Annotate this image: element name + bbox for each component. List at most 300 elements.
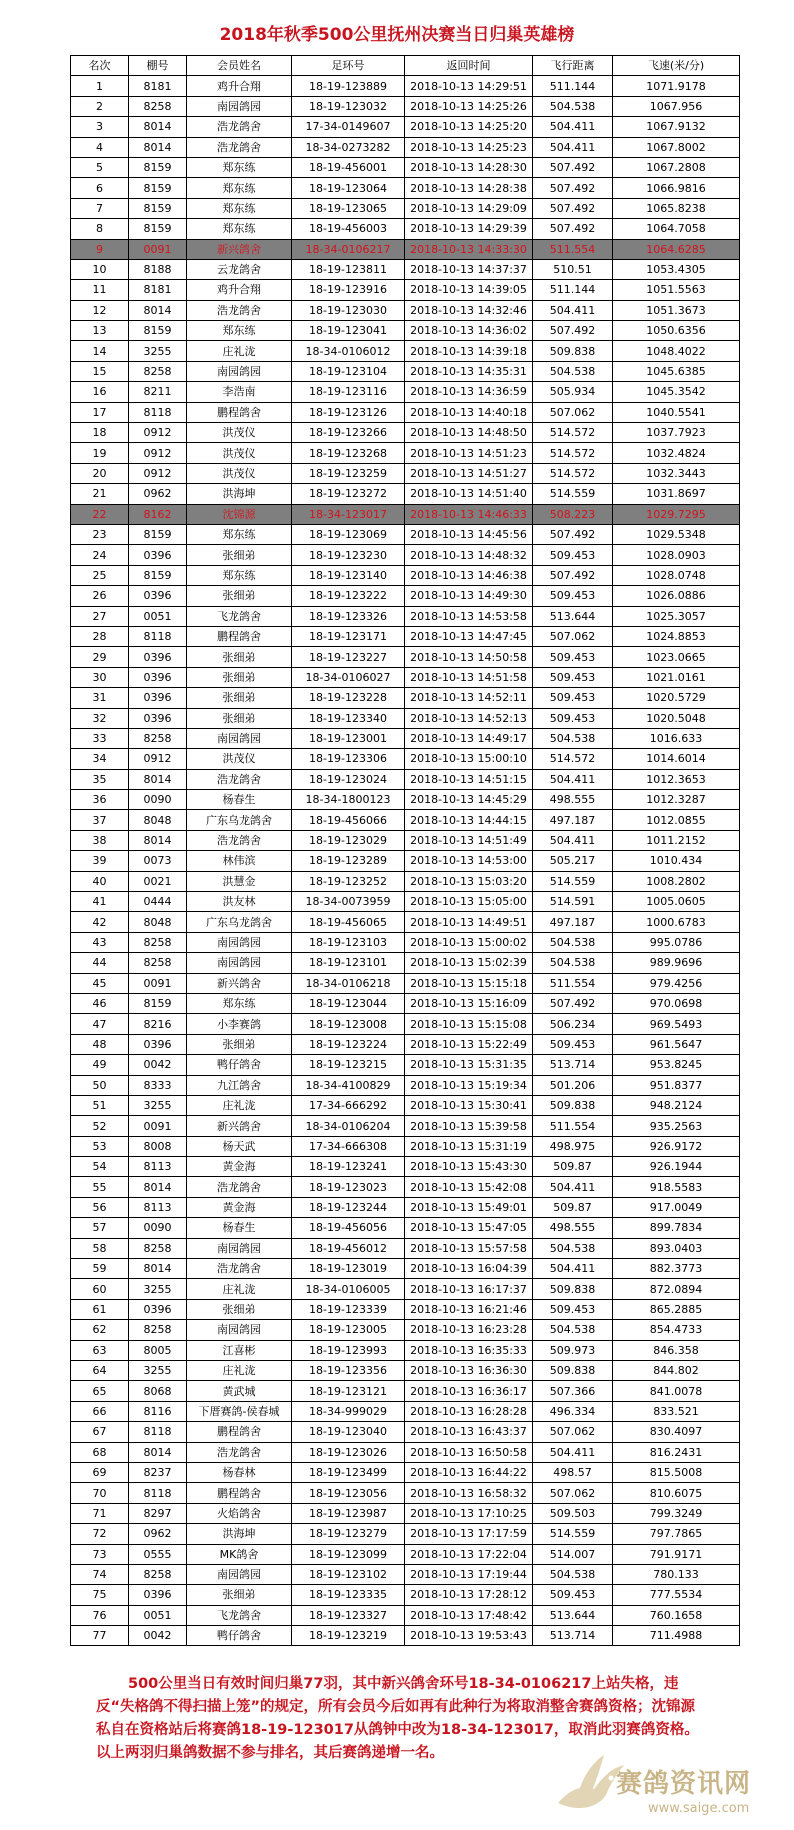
cell-return-time: 2018-10-13 17:28:12 <box>405 1585 533 1605</box>
table-row <box>71 1218 740 1238</box>
cell-speed: 797.7865 <box>613 1524 740 1544</box>
cell-rank: 15 <box>71 361 129 381</box>
cell-speed: 830.4097 <box>613 1422 740 1442</box>
cell-loft: 8333 <box>129 1075 187 1095</box>
cell-loft: 8159 <box>129 524 187 544</box>
cell-member: 鸭仔鸽舍 <box>187 1055 292 1075</box>
cell-rank: 10 <box>71 259 129 279</box>
cell-member: 浩龙鸽舍 <box>187 1442 292 1462</box>
cell-speed: 953.8245 <box>613 1055 740 1075</box>
cell-speed: 1023.0665 <box>613 647 740 667</box>
cell-rank: 72 <box>71 1524 129 1544</box>
cell-rank: 3 <box>71 117 129 137</box>
cell-ring: 18-19-123268 <box>292 443 405 463</box>
cell-member: 浩龙鸽舍 <box>187 769 292 789</box>
table-row <box>71 932 740 952</box>
table-row <box>71 1177 740 1197</box>
table-row <box>71 1544 740 1564</box>
cell-distance: 511.554 <box>533 239 613 259</box>
cell-return-time: 2018-10-13 14:25:20 <box>405 117 533 137</box>
cell-ring: 18-19-123215 <box>292 1055 405 1075</box>
cell-speed: 810.6075 <box>613 1483 740 1503</box>
cell-member: 张细弟 <box>187 647 292 667</box>
cell-return-time: 2018-10-13 17:48:42 <box>405 1605 533 1625</box>
footnote: 500公里当日有效时间归巢77羽，其中新兴鸽舍环号18-34-0106217上站失格，违反“失格鸽不得扫描上笼”的规定，所有会员今后如再有此种行为将取消整舍赛鸽资格；沈锦源私自在资格站后将赛鸽18-19-123017从鸽钟中改为18-34-123017，取消此羽赛鸽资格。以上两羽归巢鸽数据不参与排名，其后赛鸽递增一名。 <box>96 1676 699 1761</box>
cell-rank: 64 <box>71 1361 129 1381</box>
cell-member: 下厝赛鸽-侯春城 <box>187 1401 292 1421</box>
cell-speed: 1029.7295 <box>613 504 740 524</box>
cell-return-time: 2018-10-13 14:49:51 <box>405 912 533 932</box>
cell-ring: 18-19-123040 <box>292 1422 405 1442</box>
cell-distance: 509.453 <box>533 586 613 606</box>
watermark-url: www.saige.com <box>648 1801 750 1816</box>
table-row <box>71 423 740 443</box>
cell-member: 张细弟 <box>187 1299 292 1319</box>
cell-speed: 1050.6356 <box>613 321 740 341</box>
cell-return-time: 2018-10-13 15:43:30 <box>405 1157 533 1177</box>
cell-speed: 1028.0903 <box>613 545 740 565</box>
cell-loft: 0396 <box>129 1299 187 1319</box>
cell-member: 江喜彬 <box>187 1340 292 1360</box>
cell-member: 洪友林 <box>187 892 292 912</box>
cell-member: 鸭仔鸽舍 <box>187 1626 292 1646</box>
cell-speed: 1045.3542 <box>613 382 740 402</box>
cell-loft: 0042 <box>129 1626 187 1646</box>
cell-ring: 18-19-456001 <box>292 157 405 177</box>
cell-member: 郑东练 <box>187 565 292 585</box>
cell-return-time: 2018-10-13 16:28:28 <box>405 1401 533 1421</box>
cell-speed: 926.9172 <box>613 1136 740 1156</box>
cell-rank: 69 <box>71 1462 129 1482</box>
cell-ring: 18-19-123289 <box>292 851 405 871</box>
cell-distance: 498.555 <box>533 1218 613 1238</box>
cell-ring: 18-19-123340 <box>292 708 405 728</box>
cell-return-time: 2018-10-13 14:37:37 <box>405 259 533 279</box>
cell-distance: 511.144 <box>533 76 613 96</box>
cell-ring: 18-34-0106217 <box>292 239 405 259</box>
cell-speed: 1005.0605 <box>613 892 740 912</box>
cell-rank: 62 <box>71 1320 129 1340</box>
cell-speed: 1012.0855 <box>613 810 740 830</box>
cell-ring: 18-34-0073959 <box>292 892 405 912</box>
cell-loft: 8258 <box>129 1564 187 1584</box>
cell-distance: 509.503 <box>533 1503 613 1523</box>
cell-rank: 6 <box>71 178 129 198</box>
cell-member: 鸡升合翔 <box>187 76 292 96</box>
cell-return-time: 2018-10-13 14:49:30 <box>405 586 533 606</box>
cell-loft: 8181 <box>129 76 187 96</box>
table-row <box>71 280 740 300</box>
cell-loft: 0396 <box>129 545 187 565</box>
cell-ring: 18-19-123126 <box>292 402 405 422</box>
cell-distance: 509.838 <box>533 341 613 361</box>
table-row <box>71 1197 740 1217</box>
table-row <box>71 851 740 871</box>
cell-rank: 56 <box>71 1197 129 1217</box>
cell-member: 洪茂仪 <box>187 443 292 463</box>
table-row <box>71 1279 740 1299</box>
cell-distance: 511.554 <box>533 1116 613 1136</box>
cell-return-time: 2018-10-13 17:17:59 <box>405 1524 533 1544</box>
cell-return-time: 2018-10-13 14:28:38 <box>405 178 533 198</box>
cell-rank: 71 <box>71 1503 129 1523</box>
cell-rank: 37 <box>71 810 129 830</box>
cell-rank: 57 <box>71 1218 129 1238</box>
cell-ring: 18-19-123023 <box>292 1177 405 1197</box>
cell-speed: 1011.2152 <box>613 830 740 850</box>
cell-rank: 68 <box>71 1442 129 1462</box>
cell-member: 鸡升合翔 <box>187 280 292 300</box>
cell-rank: 39 <box>71 851 129 871</box>
cell-loft: 0021 <box>129 871 187 891</box>
cell-return-time: 2018-10-13 15:22:49 <box>405 1034 533 1054</box>
table-row <box>71 1136 740 1156</box>
table-row <box>71 1075 740 1095</box>
cell-distance: 509.453 <box>533 647 613 667</box>
cell-member: 小李赛鸽 <box>187 1014 292 1034</box>
cell-ring: 18-19-123224 <box>292 1034 405 1054</box>
header-rank: 名次 <box>71 56 129 76</box>
cell-ring: 18-34-999029 <box>292 1401 405 1421</box>
cell-member: 郑东练 <box>187 524 292 544</box>
cell-loft: 8162 <box>129 504 187 524</box>
cell-rank: 27 <box>71 606 129 626</box>
cell-member: 新兴鸽舍 <box>187 973 292 993</box>
cell-ring: 18-19-123987 <box>292 1503 405 1523</box>
table-row <box>71 198 740 218</box>
cell-member: 洪茂仪 <box>187 423 292 443</box>
header-member: 会员姓名 <box>187 56 292 76</box>
cell-return-time: 2018-10-13 15:31:19 <box>405 1136 533 1156</box>
cell-speed: 777.5534 <box>613 1585 740 1605</box>
cell-rank: 38 <box>71 830 129 850</box>
table-row <box>71 1055 740 1075</box>
cell-return-time: 2018-10-13 14:51:23 <box>405 443 533 463</box>
header-return-time: 返回时间 <box>405 56 533 76</box>
cell-distance: 511.554 <box>533 973 613 993</box>
cell-return-time: 2018-10-13 15:05:00 <box>405 892 533 912</box>
cell-loft: 0091 <box>129 239 187 259</box>
cell-return-time: 2018-10-13 14:48:50 <box>405 423 533 443</box>
cell-return-time: 2018-10-13 15:19:34 <box>405 1075 533 1095</box>
cell-speed: 1045.6385 <box>613 361 740 381</box>
cell-return-time: 2018-10-13 14:25:26 <box>405 96 533 116</box>
cell-ring: 17-34-666292 <box>292 1095 405 1115</box>
cell-speed: 1048.4022 <box>613 341 740 361</box>
cell-return-time: 2018-10-13 14:28:30 <box>405 157 533 177</box>
table-row <box>71 586 740 606</box>
cell-distance: 504.538 <box>533 1564 613 1584</box>
cell-ring: 18-19-123102 <box>292 1564 405 1584</box>
cell-distance: 509.453 <box>533 688 613 708</box>
cell-speed: 1071.9178 <box>613 76 740 96</box>
cell-rank: 61 <box>71 1299 129 1319</box>
cell-member: 郑东练 <box>187 198 292 218</box>
cell-ring: 18-19-123069 <box>292 524 405 544</box>
cell-member: 南园鸽园 <box>187 1320 292 1340</box>
cell-rank: 22 <box>71 504 129 524</box>
cell-loft: 8258 <box>129 1238 187 1258</box>
cell-rank: 52 <box>71 1116 129 1136</box>
cell-speed: 1029.5348 <box>613 524 740 544</box>
cell-return-time: 2018-10-13 14:48:32 <box>405 545 533 565</box>
watermark <box>548 1745 788 1825</box>
cell-ring: 18-19-123916 <box>292 280 405 300</box>
cell-speed: 760.1658 <box>613 1605 740 1625</box>
cell-ring: 18-19-123005 <box>292 1320 405 1340</box>
page-title: 2018年秋季500公里抚州决赛当日归巢英雄榜 <box>219 25 575 45</box>
cell-rank: 58 <box>71 1238 129 1258</box>
cell-speed: 865.2885 <box>613 1299 740 1319</box>
table-row <box>71 728 740 748</box>
cell-return-time: 2018-10-13 15:02:39 <box>405 953 533 973</box>
cell-speed: 1066.9816 <box>613 178 740 198</box>
cell-distance: 505.217 <box>533 851 613 871</box>
cell-member: 新兴鸽舍 <box>187 239 292 259</box>
cell-member: 广东乌龙鸽舍 <box>187 912 292 932</box>
cell-speed: 1026.0886 <box>613 586 740 606</box>
cell-loft: 8159 <box>129 321 187 341</box>
cell-return-time: 2018-10-13 15:39:58 <box>405 1116 533 1136</box>
cell-ring: 18-19-123811 <box>292 259 405 279</box>
cell-distance: 513.644 <box>533 1605 613 1625</box>
cell-member: 黄武城 <box>187 1381 292 1401</box>
cell-member: 杨春林 <box>187 1462 292 1482</box>
cell-loft: 0051 <box>129 1605 187 1625</box>
cell-loft: 3255 <box>129 1361 187 1381</box>
table-row <box>71 96 740 116</box>
cell-return-time: 2018-10-13 16:17:37 <box>405 1279 533 1299</box>
cell-speed: 951.8377 <box>613 1075 740 1095</box>
cell-ring: 18-19-123030 <box>292 300 405 320</box>
cell-distance: 504.538 <box>533 728 613 748</box>
cell-loft: 8014 <box>129 137 187 157</box>
cell-speed: 893.0403 <box>613 1238 740 1258</box>
cell-distance: 511.144 <box>533 280 613 300</box>
cell-distance: 509.838 <box>533 1095 613 1115</box>
cell-member: 浩龙鸽舍 <box>187 1177 292 1197</box>
cell-distance: 514.007 <box>533 1544 613 1564</box>
cell-ring: 18-34-123017 <box>292 504 405 524</box>
table-row <box>71 1299 740 1319</box>
cell-distance: 514.572 <box>533 749 613 769</box>
cell-speed: 844.802 <box>613 1361 740 1381</box>
cell-return-time: 2018-10-13 15:03:20 <box>405 871 533 891</box>
cell-loft: 0912 <box>129 749 187 769</box>
cell-distance: 510.51 <box>533 259 613 279</box>
cell-speed: 1012.3287 <box>613 790 740 810</box>
cell-ring: 18-19-123244 <box>292 1197 405 1217</box>
cell-loft: 3255 <box>129 1095 187 1115</box>
cell-loft: 8258 <box>129 953 187 973</box>
cell-distance: 509.453 <box>533 708 613 728</box>
cell-member: 郑东练 <box>187 993 292 1013</box>
cell-distance: 508.223 <box>533 504 613 524</box>
cell-ring: 18-19-123306 <box>292 749 405 769</box>
cell-return-time: 2018-10-13 14:46:38 <box>405 565 533 585</box>
cell-distance: 514.572 <box>533 423 613 443</box>
cell-speed: 926.1944 <box>613 1157 740 1177</box>
cell-rank: 73 <box>71 1544 129 1564</box>
cell-return-time: 2018-10-13 16:04:39 <box>405 1259 533 1279</box>
table-row <box>71 1422 740 1442</box>
cell-member: 浩龙鸽舍 <box>187 830 292 850</box>
cell-return-time: 2018-10-13 16:44:22 <box>405 1462 533 1482</box>
cell-rank: 77 <box>71 1626 129 1646</box>
cell-speed: 1067.8002 <box>613 137 740 157</box>
cell-loft: 8258 <box>129 1320 187 1340</box>
cell-distance: 514.572 <box>533 443 613 463</box>
cell-rank: 66 <box>71 1401 129 1421</box>
table-row <box>71 484 740 504</box>
cell-return-time: 2018-10-13 14:36:59 <box>405 382 533 402</box>
cell-ring: 18-19-123121 <box>292 1381 405 1401</box>
cell-ring: 18-34-4100829 <box>292 1075 405 1095</box>
cell-ring: 18-19-123104 <box>292 361 405 381</box>
cell-rank: 46 <box>71 993 129 1013</box>
cell-loft: 8258 <box>129 361 187 381</box>
cell-speed: 1037.7923 <box>613 423 740 443</box>
table-row <box>71 117 740 137</box>
cell-member: 浩龙鸽舍 <box>187 300 292 320</box>
cell-rank: 31 <box>71 688 129 708</box>
cell-return-time: 2018-10-13 14:29:39 <box>405 219 533 239</box>
table-row <box>71 76 740 96</box>
cell-speed: 1067.9132 <box>613 117 740 137</box>
table-row <box>71 382 740 402</box>
table-row <box>71 1401 740 1421</box>
cell-member: 张细弟 <box>187 688 292 708</box>
cell-speed: 816.2431 <box>613 1442 740 1462</box>
cell-member: 洪茂仪 <box>187 749 292 769</box>
cell-ring: 18-19-123335 <box>292 1585 405 1605</box>
cell-speed: 1040.5541 <box>613 402 740 422</box>
cell-rank: 16 <box>71 382 129 402</box>
header-speed: 飞速(米/分) <box>613 56 740 76</box>
cell-speed: 1032.4824 <box>613 443 740 463</box>
table-row <box>71 545 740 565</box>
cell-loft: 8159 <box>129 219 187 239</box>
cell-rank: 23 <box>71 524 129 544</box>
cell-member: 鹏程鸽舍 <box>187 402 292 422</box>
cell-ring: 18-19-123241 <box>292 1157 405 1177</box>
table-row <box>71 790 740 810</box>
cell-ring: 18-19-456065 <box>292 912 405 932</box>
cell-member: 九江鸽舍 <box>187 1075 292 1095</box>
cell-rank: 18 <box>71 423 129 443</box>
cell-ring: 18-19-123008 <box>292 1014 405 1034</box>
cell-loft: 8258 <box>129 728 187 748</box>
cell-member: 广东乌龙鸽舍 <box>187 810 292 830</box>
cell-ring: 18-19-123116 <box>292 382 405 402</box>
cell-return-time: 2018-10-13 15:15:08 <box>405 1014 533 1034</box>
cell-distance: 507.062 <box>533 626 613 646</box>
cell-ring: 18-19-456056 <box>292 1218 405 1238</box>
cell-distance: 497.187 <box>533 912 613 932</box>
cell-return-time: 2018-10-13 14:45:56 <box>405 524 533 544</box>
table-row <box>71 1503 740 1523</box>
cell-ring: 17-34-666308 <box>292 1136 405 1156</box>
cell-rank: 59 <box>71 1259 129 1279</box>
cell-loft: 0962 <box>129 484 187 504</box>
cell-ring: 18-34-1800123 <box>292 790 405 810</box>
cell-loft: 0396 <box>129 688 187 708</box>
cell-ring: 18-34-0106005 <box>292 1279 405 1299</box>
cell-rank: 33 <box>71 728 129 748</box>
table-row <box>71 1585 740 1605</box>
cell-speed: 899.7834 <box>613 1218 740 1238</box>
cell-return-time: 2018-10-13 16:35:33 <box>405 1340 533 1360</box>
cell-distance: 498.975 <box>533 1136 613 1156</box>
cell-member: 火焰鸽舍 <box>187 1503 292 1523</box>
cell-rank: 5 <box>71 157 129 177</box>
cell-rank: 63 <box>71 1340 129 1360</box>
table-row <box>71 688 740 708</box>
cell-loft: 8113 <box>129 1197 187 1217</box>
cell-rank: 40 <box>71 871 129 891</box>
cell-rank: 54 <box>71 1157 129 1177</box>
cell-distance: 504.538 <box>533 1320 613 1340</box>
cell-loft: 8216 <box>129 1014 187 1034</box>
cell-rank: 51 <box>71 1095 129 1115</box>
cell-distance: 507.062 <box>533 1483 613 1503</box>
cell-distance: 498.57 <box>533 1462 613 1482</box>
cell-distance: 498.555 <box>533 790 613 810</box>
cell-ring: 18-19-123065 <box>292 198 405 218</box>
cell-distance: 504.411 <box>533 830 613 850</box>
cell-return-time: 2018-10-13 15:49:01 <box>405 1197 533 1217</box>
cell-loft: 8014 <box>129 1259 187 1279</box>
cell-return-time: 2018-10-13 15:31:35 <box>405 1055 533 1075</box>
cell-rank: 41 <box>71 892 129 912</box>
table-row <box>71 1442 740 1462</box>
table-row <box>71 871 740 891</box>
cell-return-time: 2018-10-13 14:51:40 <box>405 484 533 504</box>
cell-rank: 14 <box>71 341 129 361</box>
table-row <box>71 565 740 585</box>
cell-loft: 8159 <box>129 157 187 177</box>
table-row <box>71 830 740 850</box>
table-row <box>71 1116 740 1136</box>
cell-member: 庄礼泷 <box>187 341 292 361</box>
cell-distance: 507.492 <box>533 219 613 239</box>
table-row <box>71 239 740 259</box>
cell-member: 林伟滨 <box>187 851 292 871</box>
cell-loft: 8159 <box>129 178 187 198</box>
cell-loft: 8118 <box>129 1422 187 1442</box>
cell-ring: 18-19-123252 <box>292 871 405 891</box>
cell-member: 鹏程鸽舍 <box>187 626 292 646</box>
cell-rank: 49 <box>71 1055 129 1075</box>
cell-ring: 18-34-0106218 <box>292 973 405 993</box>
cell-speed: 1016.633 <box>613 728 740 748</box>
cell-speed: 872.0894 <box>613 1279 740 1299</box>
cell-ring: 18-19-456012 <box>292 1238 405 1258</box>
cell-rank: 44 <box>71 953 129 973</box>
cell-loft: 8048 <box>129 810 187 830</box>
cell-speed: 961.5647 <box>613 1034 740 1054</box>
table-body <box>71 76 740 1646</box>
cell-distance: 507.492 <box>533 157 613 177</box>
table-row <box>71 708 740 728</box>
cell-member: 洪慧金 <box>187 871 292 891</box>
cell-return-time: 2018-10-13 14:46:33 <box>405 504 533 524</box>
cell-ring: 18-19-123101 <box>292 953 405 973</box>
cell-speed: 948.2124 <box>613 1095 740 1115</box>
cell-distance: 507.492 <box>533 565 613 585</box>
cell-loft: 0912 <box>129 443 187 463</box>
cell-ring: 18-19-123064 <box>292 178 405 198</box>
